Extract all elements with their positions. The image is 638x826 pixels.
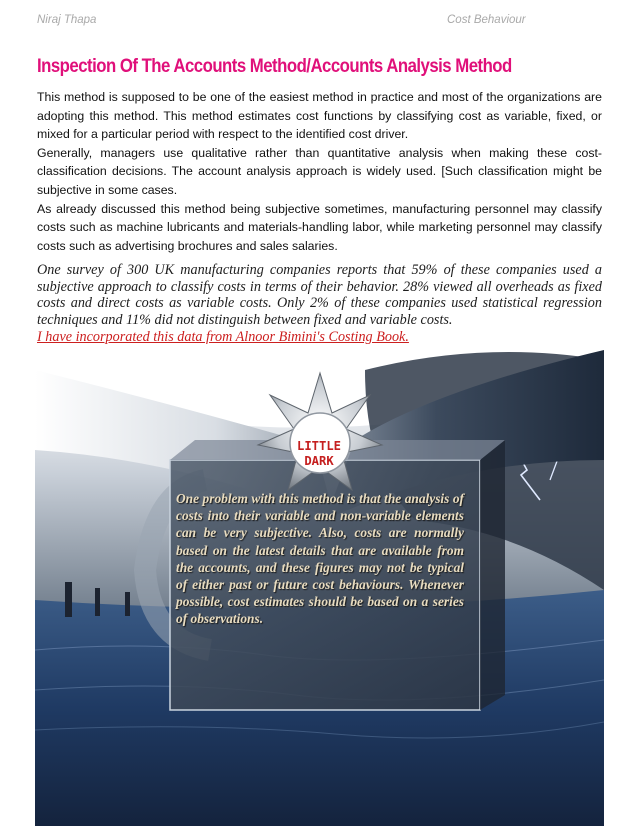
body-text (37, 88, 602, 255)
header-topic: Cost Behaviour (447, 14, 526, 26)
badge-line-2: DARK (304, 454, 334, 468)
header-author: Niraj Thapa (37, 14, 97, 26)
page-title: Inspection Of The Accounts Method/Accounts Analysis Method (37, 55, 512, 77)
panel-caption: One problem with this method is that the analysis of costs into their variable and non-variable elements can be very subjective. Also, costs are normally based on the latest details that are available from the accounts, and these figures may not be typical of either past or future cost behaviours. Whenever possible, cost estimates should be based on a series of observations. (176, 491, 464, 627)
badge-line-1: LITTLE (296, 439, 342, 453)
survey-quote-text: One survey of 300 UK manufacturing companies reports that 59% of these companies used a subjective approach to classify costs in terms of their behavior. 28% viewed all overheads as fixed costs and direct costs as variable costs. Only 2% of these companies used statistical regression techniques and 11% did not distinguish between fixed and variable costs. (37, 262, 602, 328)
survey-quote (37, 262, 602, 328)
badge-label (287, 439, 351, 469)
paragraph: As already discussed this method being subjective sometimes, manufacturing personnel may classify costs such as machine lubricants and materials-handling labor, while marketing personnel may classify costs such as advertising brochures and sales salaries. (37, 201, 602, 253)
credit-note: I have incorporated this data from Alnoor Bimini's Costing Book. (37, 329, 409, 345)
paragraph: This method is supposed to be one of the easiest method in practice and most of the organizations are adopting this method. This method estimates cost functions by classifying cost as variable, fixed, or mixed for a particular period with respect to the identified cost driver. (37, 90, 602, 142)
paragraph: Generally, managers use qualitative rather than quantitative analysis when making these cost-classification decisions. The account analysis approach is widely used. [Such classification might be subjective in some cases. (37, 145, 602, 197)
